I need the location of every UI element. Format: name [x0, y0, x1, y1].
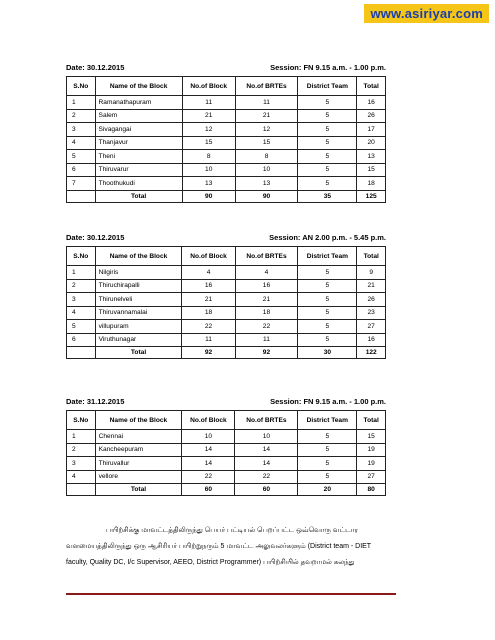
cell-district-team: 5 — [298, 320, 357, 334]
cell-no-of-brtes: 10 — [235, 163, 298, 177]
cell-no-of-block: 13 — [182, 177, 235, 191]
cell-sno-empty — [67, 347, 96, 359]
cell-no-of-brtes: 11 — [235, 333, 298, 347]
total-label: Total — [95, 347, 182, 359]
paragraph-line: வளமையத்திலிருந்து ஒரு ஆசிரியர் பயிற்றுநரும் 5 மாவட்ட அலுவலர்களும் (District team - DIET — [66, 543, 372, 550]
cell-no-of-brtes: 10 — [235, 430, 298, 444]
cell-no-of-brtes: 15 — [235, 136, 298, 150]
table-row — [67, 306, 386, 320]
total-brtes: 92 — [235, 347, 298, 359]
paragraph-line: பயிற்சிக்கு மாவட்டத்திலிருந்து பெயர் பட்டியல் பெறப்பட்ட ஒவ்வொரு வட்டார — [106, 527, 359, 534]
cell-sno: 3 — [67, 293, 96, 307]
header-sno: S.No — [67, 77, 96, 96]
cell-sno: 4 — [67, 306, 96, 320]
cell-block-name: Nilgiris — [95, 266, 182, 280]
table-row — [67, 266, 386, 280]
cell-no-of-block: 12 — [182, 123, 235, 137]
cell-sno: 1 — [67, 266, 96, 280]
table-row — [67, 443, 386, 457]
cell-block-name: Sivagangai — [95, 123, 182, 137]
total-block: 90 — [182, 190, 235, 202]
header-name: Name of the Block — [95, 77, 182, 96]
cell-block-name: Kancheepuram — [95, 443, 182, 457]
cell-block-name: Salem — [95, 109, 182, 123]
cell-no-of-brtes: 16 — [235, 279, 298, 293]
table-header-row — [67, 77, 386, 96]
total-team: 30 — [298, 347, 357, 359]
header-sno: S.No — [67, 247, 96, 266]
cell-sno: 1 — [67, 430, 96, 444]
cell-district-team: 5 — [298, 279, 357, 293]
cell-total: 21 — [357, 279, 386, 293]
total-block: 60 — [182, 484, 235, 496]
total-label: Total — [95, 484, 182, 496]
cell-sno: 4 — [67, 470, 96, 484]
header-team: District Team — [298, 247, 357, 266]
schedule-section — [66, 63, 386, 203]
cell-block-name: Thiruvannamalai — [95, 306, 182, 320]
cell-no-of-brtes: 22 — [235, 470, 298, 484]
cell-no-of-block: 14 — [182, 443, 235, 457]
header-block: No.of Block — [182, 77, 235, 96]
cell-district-team: 5 — [298, 109, 357, 123]
cell-no-of-brtes: 14 — [235, 443, 298, 457]
cell-district-team: 5 — [298, 333, 357, 347]
cell-block-name: Thirunelveli — [95, 293, 182, 307]
cell-district-team: 5 — [298, 306, 357, 320]
table-body — [67, 96, 386, 203]
cell-sno: 4 — [67, 136, 96, 150]
cell-no-of-block: 10 — [182, 430, 235, 444]
cell-district-team: 5 — [298, 470, 357, 484]
cell-no-of-brtes: 12 — [235, 123, 298, 137]
cell-total: 20 — [357, 136, 386, 150]
cell-total: 23 — [357, 306, 386, 320]
total-total: 122 — [357, 347, 386, 359]
total-block: 92 — [182, 347, 235, 359]
cell-no-of-block: 22 — [182, 470, 235, 484]
cell-no-of-block: 11 — [182, 333, 235, 347]
table-body — [67, 266, 386, 359]
cell-sno: 2 — [67, 443, 96, 457]
table-header-row — [67, 247, 386, 266]
cell-sno: 2 — [67, 109, 96, 123]
cell-no-of-block: 8 — [182, 150, 235, 164]
header-name: Name of the Block — [95, 247, 182, 266]
section-session: Session: AN 2.00 p.m. - 5.45 p.m. — [269, 233, 386, 242]
cell-block-name: Thoothukudi — [95, 177, 182, 191]
cell-district-team: 5 — [298, 266, 357, 280]
cell-block-name: vellore — [95, 470, 182, 484]
cell-sno: 6 — [67, 333, 96, 347]
table-row — [67, 293, 386, 307]
cell-block-name: Thanjavur — [95, 136, 182, 150]
section-session: Session: FN 9.15 a.m. - 1.00 p.m. — [270, 397, 386, 406]
cell-total: 17 — [357, 123, 386, 137]
table-row — [67, 333, 386, 347]
header-team: District Team — [298, 411, 357, 430]
cell-sno: 5 — [67, 320, 96, 334]
total-row — [67, 347, 386, 359]
cell-sno: 3 — [67, 123, 96, 137]
header-block: No.of Block — [182, 411, 235, 430]
cell-district-team: 5 — [298, 443, 357, 457]
section-date: Date: 31.12.2015 — [66, 397, 125, 406]
cell-block-name: Thiruvallur — [95, 457, 182, 471]
header-name: Name of the Block — [95, 411, 182, 430]
cell-total: 27 — [357, 470, 386, 484]
cell-no-of-block: 11 — [182, 96, 235, 110]
header-brtes: No.of BRTEs — [235, 247, 298, 266]
table-row — [67, 123, 386, 137]
table-row — [67, 136, 386, 150]
header-total: Total — [357, 247, 386, 266]
paragraph-line: faculty, Quality DC, I/c Supervisor, AEEO, District Programmer) பயிற்சியில் தவறாமல் கலந்து — [66, 559, 355, 566]
table-row — [67, 470, 386, 484]
cell-no-of-block: 21 — [182, 293, 235, 307]
cell-total: 15 — [357, 430, 386, 444]
cell-no-of-brtes: 21 — [235, 293, 298, 307]
header-sno: S.No — [67, 411, 96, 430]
cell-total: 26 — [357, 109, 386, 123]
section-session: Session: FN 9.15 a.m. - 1.00 p.m. — [270, 63, 386, 72]
header-brtes: No.of BRTEs — [235, 77, 298, 96]
cell-block-name: Chennai — [95, 430, 182, 444]
cell-no-of-brtes: 11 — [235, 96, 298, 110]
section-meta — [66, 233, 386, 242]
cell-district-team: 5 — [298, 430, 357, 444]
cell-sno-empty — [67, 484, 96, 496]
cell-sno: 3 — [67, 457, 96, 471]
schedule-table — [66, 76, 386, 203]
cell-total: 16 — [357, 333, 386, 347]
cell-sno: 7 — [67, 177, 96, 191]
cell-no-of-brtes: 4 — [235, 266, 298, 280]
total-row — [67, 190, 386, 202]
schedule-section — [66, 233, 386, 359]
cell-no-of-brtes: 8 — [235, 150, 298, 164]
cell-block-name: Thiruvarur — [95, 163, 182, 177]
header-block: No.of Block — [182, 247, 235, 266]
table-row — [67, 430, 386, 444]
cell-sno: 2 — [67, 279, 96, 293]
total-team: 35 — [298, 190, 357, 202]
table-row — [67, 320, 386, 334]
cell-no-of-brtes: 18 — [235, 306, 298, 320]
cell-sno: 5 — [67, 150, 96, 164]
table-row — [67, 163, 386, 177]
total-total: 125 — [357, 190, 386, 202]
table-row — [67, 177, 386, 191]
schedule-table — [66, 246, 386, 359]
cell-no-of-block: 14 — [182, 457, 235, 471]
table-row — [67, 457, 386, 471]
cell-district-team: 5 — [298, 123, 357, 137]
schedule-table — [66, 410, 386, 496]
cell-no-of-block: 10 — [182, 163, 235, 177]
cell-block-name: Ramanathapuram — [95, 96, 182, 110]
cell-no-of-block: 4 — [182, 266, 235, 280]
cell-total: 26 — [357, 293, 386, 307]
total-label: Total — [95, 190, 182, 202]
cell-total: 18 — [357, 177, 386, 191]
instruction-paragraph — [66, 523, 396, 571]
cell-total: 27 — [357, 320, 386, 334]
cell-no-of-brtes: 21 — [235, 109, 298, 123]
section-meta — [66, 63, 386, 72]
cell-district-team: 5 — [298, 96, 357, 110]
cell-no-of-block: 21 — [182, 109, 235, 123]
schedule-section — [66, 397, 386, 496]
cell-no-of-brtes: 22 — [235, 320, 298, 334]
cell-total: 15 — [357, 163, 386, 177]
cell-total: 9 — [357, 266, 386, 280]
cell-district-team: 5 — [298, 150, 357, 164]
total-brtes: 90 — [235, 190, 298, 202]
cell-no-of-block: 16 — [182, 279, 235, 293]
table-row — [67, 279, 386, 293]
cell-sno-empty — [67, 190, 96, 202]
cell-block-name: Theni — [95, 150, 182, 164]
total-team: 20 — [298, 484, 357, 496]
section-date: Date: 30.12.2015 — [66, 63, 125, 72]
cell-total: 19 — [357, 457, 386, 471]
footer-divider — [66, 593, 396, 595]
cell-no-of-brtes: 13 — [235, 177, 298, 191]
cell-no-of-block: 22 — [182, 320, 235, 334]
table-row — [67, 109, 386, 123]
header-brtes: No.of BRTEs — [235, 411, 298, 430]
cell-total: 13 — [357, 150, 386, 164]
total-brtes: 60 — [235, 484, 298, 496]
header-total: Total — [357, 411, 386, 430]
cell-no-of-brtes: 14 — [235, 457, 298, 471]
header-team: District Team — [298, 77, 357, 96]
cell-district-team: 5 — [298, 293, 357, 307]
cell-sno: 1 — [67, 96, 96, 110]
cell-total: 16 — [357, 96, 386, 110]
header-total: Total — [357, 77, 386, 96]
cell-no-of-block: 18 — [182, 306, 235, 320]
cell-sno: 6 — [67, 163, 96, 177]
table-row — [67, 96, 386, 110]
table-row — [67, 150, 386, 164]
cell-block-name: villupuram — [95, 320, 182, 334]
cell-total: 19 — [357, 443, 386, 457]
table-header-row — [67, 411, 386, 430]
table-body — [67, 430, 386, 496]
section-meta — [66, 397, 386, 406]
total-row — [67, 484, 386, 496]
cell-district-team: 5 — [298, 163, 357, 177]
cell-block-name: Thiruchirapalli — [95, 279, 182, 293]
site-watermark: www.asiriyar.com — [364, 4, 489, 23]
cell-block-name: Viruthunagar — [95, 333, 182, 347]
cell-district-team: 5 — [298, 457, 357, 471]
section-date: Date: 30.12.2015 — [66, 233, 125, 242]
total-total: 80 — [357, 484, 386, 496]
cell-district-team: 5 — [298, 136, 357, 150]
cell-no-of-block: 15 — [182, 136, 235, 150]
cell-district-team: 5 — [298, 177, 357, 191]
